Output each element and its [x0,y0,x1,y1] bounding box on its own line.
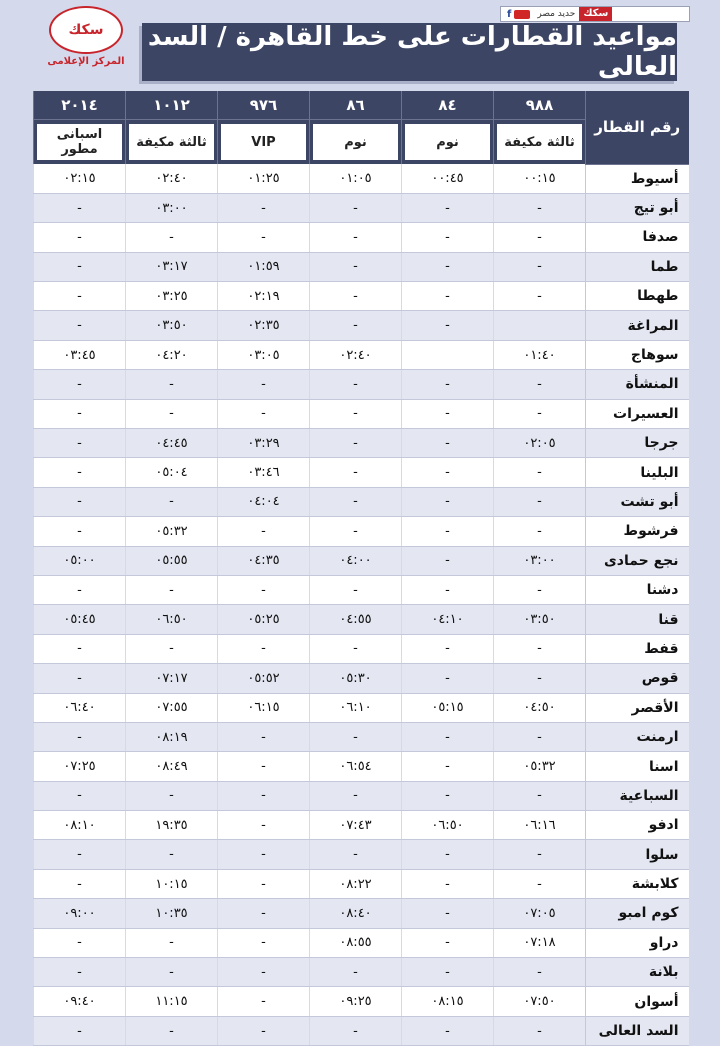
table-row [34,664,689,693]
brand-label: سكك [579,7,612,21]
departure-time: - [402,634,494,663]
departure-time: - [402,517,494,546]
departure-time: ٠٧:٠٥ [494,899,586,928]
departure-time: ٠٨:١٥ [402,987,494,1016]
page-title: مواعيد القطارات على خط القاهرة / السد العالى [142,23,677,81]
departure-time: ٠٨:١٠ [34,811,126,840]
departure-time: ٠٦:١٥ [218,693,310,722]
departure-time: - [218,928,310,957]
departure-time: - [494,193,586,222]
departure-time: - [310,722,402,751]
train-number: ٢٠١٤ [34,91,126,120]
departure-time: - [126,223,218,252]
table-row [34,1016,689,1045]
departure-time: - [126,399,218,428]
departure-time: ٠١:٠٥ [310,164,402,193]
table-row [34,252,689,281]
departure-time: ٠٤:٠٠ [310,546,402,575]
departure-time: - [34,487,126,516]
table-row [34,899,689,928]
table-row [34,487,689,516]
site-bar [500,6,690,22]
departure-time: - [402,752,494,781]
station-name: دشنا [586,575,689,604]
departure-time: - [494,958,586,987]
departure-time: ٠٨:٢٢ [310,869,402,898]
departure-time: ٠٤:٥٠ [494,693,586,722]
departure-time: ٠٦:٥٠ [126,605,218,634]
departure-time: - [126,1016,218,1045]
departure-time: - [402,899,494,928]
departure-time: - [218,987,310,1016]
departure-time: ٠٤:٢٠ [126,340,218,369]
departure-time: - [402,252,494,281]
departure-time: - [310,840,402,869]
departure-time: - [402,575,494,604]
departure-time: - [34,517,126,546]
departure-time: - [402,282,494,311]
departure-time: - [402,722,494,751]
departure-time: - [402,546,494,575]
table-row [34,223,689,252]
train-number-row [34,91,689,120]
departure-time: - [218,370,310,399]
departure-time: - [218,1016,310,1045]
table-row [34,869,689,898]
railway-logo-icon: سكك [49,6,123,54]
departure-time: - [34,252,126,281]
departure-time: ٠٣:٢٩ [218,429,310,458]
departure-time: - [34,282,126,311]
departure-time: ٠٥:٣٠ [310,664,402,693]
departure-time: - [34,429,126,458]
table-row [34,429,689,458]
table-row [34,340,689,369]
table-row [34,575,689,604]
departure-time: ٠٠:٤٥ [402,164,494,193]
table-row [34,722,689,751]
departure-time: - [402,928,494,957]
departure-time: ٠٣:٠٥ [218,340,310,369]
departure-time: - [34,634,126,663]
table-row [34,781,689,810]
table-row [34,282,689,311]
departure-time: - [494,722,586,751]
departure-time: - [402,399,494,428]
train-number: ٩٨٨ [494,91,586,120]
departure-time: ٠٢:٤٠ [126,164,218,193]
departure-time: ٠٢:٠٥ [494,429,586,458]
table-row [34,693,689,722]
departure-time: - [402,370,494,399]
departure-time: - [218,223,310,252]
departure-time: - [126,840,218,869]
departure-time: ٠٤:٤٥ [126,429,218,458]
departure-time: ٠١:٤٠ [494,340,586,369]
departure-time: ٠٦:٥٠ [402,811,494,840]
departure-time: - [34,311,126,340]
station-name: أبو تيج [586,193,689,222]
table-row [34,752,689,781]
table-row [34,958,689,987]
departure-time: - [218,899,310,928]
station-name: جرجا [586,429,689,458]
departure-time: - [310,399,402,428]
departure-time: - [494,370,586,399]
departure-time: - [402,458,494,487]
departure-time: - [310,958,402,987]
departure-time: - [310,193,402,222]
station-name: السد العالى [586,1016,689,1045]
departure-time: ٠٦:١٠ [310,693,402,722]
departure-time: - [34,223,126,252]
departure-time: ٠٩:٢٥ [310,987,402,1016]
departure-time: - [218,517,310,546]
departure-time: - [494,399,586,428]
departure-time: ٠٤:١٠ [402,605,494,634]
departure-time: ٠٠:١٥ [494,164,586,193]
departure-time [494,311,586,340]
departure-time: ٠٩:٠٠ [34,899,126,928]
departure-time: ٠٥:١٥ [402,693,494,722]
departure-time: - [310,223,402,252]
departure-time: - [218,722,310,751]
departure-time: - [494,282,586,311]
departure-time: - [310,311,402,340]
departure-time: - [310,370,402,399]
departure-time: ١٩:٣٥ [126,811,218,840]
departure-time: - [34,781,126,810]
station-name: السباعية [586,781,689,810]
train-class: اسبانى مطور [37,124,122,160]
table-row [34,458,689,487]
departure-time: ٠٢:٤٠ [310,340,402,369]
departure-time: ٠٥:٣٢ [126,517,218,546]
departure-time: ٠٦:٥٤ [310,752,402,781]
station-name: ادفو [586,811,689,840]
departure-time: - [494,664,586,693]
departure-time: - [402,664,494,693]
departure-time: ٠١:٥٩ [218,252,310,281]
departure-time: ٠٨:٥٥ [310,928,402,957]
departure-time: ٠٤:٥٥ [310,605,402,634]
departure-time: ٠١:٢٥ [218,164,310,193]
departure-time: - [310,458,402,487]
departure-time: - [34,840,126,869]
site-name: حديد مصر [537,9,576,19]
departure-time: ٠٤:٣٥ [218,546,310,575]
departure-time: - [494,223,586,252]
departure-time: - [218,634,310,663]
station-name: كوم امبو [586,899,689,928]
station-name: قوص [586,664,689,693]
departure-time: ٠٣:٥٠ [126,311,218,340]
departure-time: - [402,840,494,869]
logo-caption: المركز الإعلامى [47,56,125,67]
train-class: نوم [313,124,398,160]
departure-time: - [310,429,402,458]
departure-time: - [218,840,310,869]
departure-time: - [310,517,402,546]
table-row [34,811,689,840]
departure-time: - [218,781,310,810]
station-name: طهطا [586,282,689,311]
departure-time: - [402,311,494,340]
table-row [34,928,689,957]
table-row [34,311,689,340]
train-number-header: رقم القطار [586,91,689,164]
departure-time: ٠٣:١٧ [126,252,218,281]
departure-time: ٠٣:٤٥ [34,340,126,369]
table-row [34,546,689,575]
departure-time: - [126,958,218,987]
departure-time: - [126,634,218,663]
table-row [34,517,689,546]
departure-time: - [402,781,494,810]
departure-time: - [494,517,586,546]
departure-time: ١١:١٥ [126,987,218,1016]
departure-time: - [310,1016,402,1045]
departure-time: - [34,1016,126,1045]
train-class: ثالثة مكيفة [129,124,214,160]
departure-time: - [402,429,494,458]
departure-time: - [218,193,310,222]
youtube-icon[interactable] [514,10,530,19]
departure-time: - [402,223,494,252]
departure-time: ٠٢:١٥ [34,164,126,193]
departure-time: - [218,752,310,781]
table-row [34,840,689,869]
departure-time: ٠٧:١٧ [126,664,218,693]
departure-time: ٠٨:٤٠ [310,899,402,928]
departure-time: - [494,575,586,604]
table-row [34,164,689,193]
departure-time: ٠٧:٤٣ [310,811,402,840]
departure-time: - [126,781,218,810]
logo [42,6,130,72]
departure-time: ٠٥:٠٤ [126,458,218,487]
station-name: المنشأة [586,370,689,399]
train-class: ثالثة مكيفة [497,124,582,160]
table-row [34,987,689,1016]
departure-time: - [310,252,402,281]
station-name: اسنا [586,752,689,781]
departure-time: ٠٥:٤٥ [34,605,126,634]
departure-time: ٠٣:٤٦ [218,458,310,487]
departure-time: - [34,575,126,604]
departure-time: - [218,958,310,987]
train-class: VIP [221,124,306,160]
station-name: كلابشة [586,869,689,898]
departure-time: - [34,958,126,987]
station-name: قفط [586,634,689,663]
facebook-icon[interactable]: f [507,8,512,20]
station-name: الأقصر [586,693,689,722]
departure-time: - [218,869,310,898]
table-row [34,399,689,428]
train-number: ١٠١٢ [126,91,218,120]
train-number: ٩٧٦ [218,91,310,120]
station-name: أسيوط [586,164,689,193]
station-name: فرشوط [586,517,689,546]
departure-time: - [494,1016,586,1045]
departure-time: ٠٥:٠٠ [34,546,126,575]
departure-time: - [34,869,126,898]
departure-time: ٠٦:١٦ [494,811,586,840]
departure-time: ٠٢:٣٥ [218,311,310,340]
departure-time: ٠٧:٥٥ [126,693,218,722]
station-name: قنا [586,605,689,634]
departure-time [402,340,494,369]
train-number: ٨٦ [310,91,402,120]
departure-time: - [218,811,310,840]
departure-time: - [310,634,402,663]
departure-time: ٠٣:٠٠ [494,546,586,575]
departure-time: - [310,487,402,516]
departure-time: - [494,840,586,869]
table-row [34,605,689,634]
table-row [34,634,689,663]
departure-time: - [402,193,494,222]
station-name: ارمنت [586,722,689,751]
station-name: صدفا [586,223,689,252]
departure-time: ١٠:١٥ [126,869,218,898]
departure-time: - [494,458,586,487]
departure-time: ٠٥:٣٢ [494,752,586,781]
departure-time: - [402,1016,494,1045]
departure-time: - [34,722,126,751]
departure-time: ٠٤:٠٤ [218,487,310,516]
train-number: ٨٤ [402,91,494,120]
departure-time: - [34,370,126,399]
station-name: دراو [586,928,689,957]
departure-time: ٠٦:٤٠ [34,693,126,722]
departure-time: - [34,928,126,957]
departure-time: - [218,399,310,428]
departure-time: ٠٧:٢٥ [34,752,126,781]
departure-time: - [494,869,586,898]
departure-time: - [402,487,494,516]
departure-time: - [310,575,402,604]
departure-time: - [126,487,218,516]
departure-time: ٠٩:٤٠ [34,987,126,1016]
departure-time: - [34,193,126,222]
station-name: طما [586,252,689,281]
departure-time: ٠٥:٥٥ [126,546,218,575]
departure-time: ١٠:٣٥ [126,899,218,928]
departure-time: - [402,869,494,898]
departure-time: - [126,928,218,957]
departure-time: ٠٧:٥٠ [494,987,586,1016]
table-row [34,193,689,222]
station-name: البلينا [586,458,689,487]
departure-time: ٠٧:١٨ [494,928,586,957]
table-row [34,370,689,399]
departure-time: ٠٥:٢٥ [218,605,310,634]
station-name: المراغة [586,311,689,340]
departure-time: - [34,664,126,693]
departure-time: - [218,575,310,604]
departure-time: - [494,781,586,810]
departure-time: ٠٣:٠٠ [126,193,218,222]
timetable [33,91,689,1046]
departure-time: - [126,575,218,604]
departure-time: - [310,282,402,311]
station-name: بلانة [586,958,689,987]
departure-time: - [126,370,218,399]
departure-time: - [34,458,126,487]
departure-time: - [494,634,586,663]
departure-time: - [402,958,494,987]
station-name: سوهاج [586,340,689,369]
station-name: أبو تشت [586,487,689,516]
station-name: سلوا [586,840,689,869]
departure-time: - [310,781,402,810]
departure-time: ٠٨:٤٩ [126,752,218,781]
station-name: نجع حمادى [586,546,689,575]
train-class: نوم [405,124,490,160]
departure-time: ٠٨:١٩ [126,722,218,751]
station-name: العسيرات [586,399,689,428]
departure-time: ٠٥:٥٢ [218,664,310,693]
station-name: أسوان [586,987,689,1016]
departure-time: - [494,252,586,281]
departure-time: - [34,399,126,428]
departure-time: - [494,487,586,516]
departure-time: ٠٢:١٩ [218,282,310,311]
departure-time: ٠٣:٥٠ [494,605,586,634]
departure-time: ٠٣:٢٥ [126,282,218,311]
